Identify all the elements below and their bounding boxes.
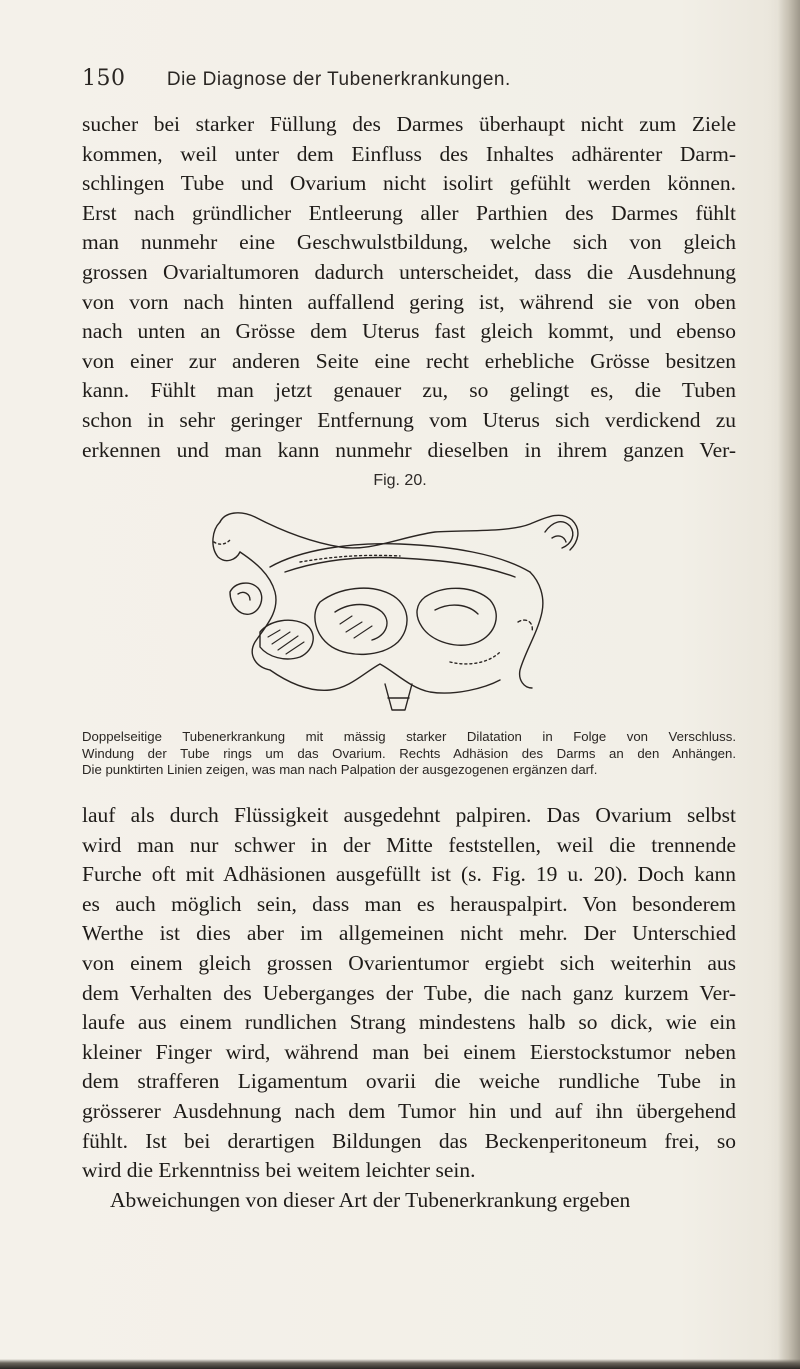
text-line: schlingen Tube und Ovarium nicht isolirt gefühlt werden können. [82,171,736,196]
text-line: Werthe ist dies aber im allgemeinen nicht mehr. Der Unterschied [82,921,736,946]
text-line: Furche oft mit Adhäsionen ausgefüllt ist (s. Fig. 19 u. 20). Doch kann [82,862,736,887]
caption-line: Doppelseitige Tubenerkrankung mit mässig starker Dilatation in Folge von Verschluss. [82,729,736,744]
page-number: 150 [82,66,126,91]
text-line: lauf als durch Flüssigkeit ausgedehnt palpiren. Das Ovarium selbst [82,803,736,827]
text-line: es auch möglich sein, dass man es herauspalpirt. Von besonderem [82,891,736,916]
text-line: laufe aus einem rundlichen Strang mindestens halb so dick, wie ein [82,1010,736,1035]
figure-label: Fig. 20. [373,472,427,489]
anatomical-illustration [200,502,595,722]
text-line: sucher bei starker Füllung des Darmes überhaupt nicht zum Ziele [82,112,736,136]
text-line: kleiner Finger wird, während man bei einem Eierstockstumor neben [82,1039,736,1064]
text-line: von vorn nach hinten auffallend gering ist, während sie von oben [82,289,736,314]
text-line: von einem gleich grossen Ovarientumor ergiebt sich weiterhin aus [82,950,736,975]
text-line: wird die Erkenntniss bei weitem leichter sein. [82,1158,476,1183]
text-line: schon in sehr geringer Entfernung vom Uterus sich verdickend zu [82,407,736,432]
body-text-bottom [82,801,736,1215]
text-line: Erst nach gründlicher Entleerung aller Parthien des Darmes fühlt [82,200,736,225]
text-line: fühlt. Ist bei derartigen Bildungen das Beckenperitoneum frei, so [82,1128,736,1153]
caption-line: Die punktirten Linien zeigen, was man nach Palpation der ausgezogenen ergänzen darf. [82,762,598,777]
text-line: grösserer Ausdehnung nach dem Tumor hin und auf ihn übergehend [82,1098,736,1123]
text-line: grossen Ovarialtumoren dadurch unterscheidet, dass die Ausdehnung [82,259,736,284]
caption-line: Windung der Tube rings um das Ovarium. Rechts Adhäsion des Darms an den Anhängen. [82,745,736,761]
text-line: man nunmehr eine Geschwulstbildung, welche sich von gleich [82,230,736,255]
page-bottom-shadow [0,1359,800,1369]
figure-caption [82,729,736,779]
text-line: dem Verhalten des Ueberganges der Tube, die nach ganz kurzem Ver- [82,980,736,1005]
running-header [82,66,511,91]
text-line: nach unten an Grösse dem Uterus fast gleich kommt, und ebenso [82,319,736,344]
text-line: erkennen und man kann nunmehr dieselben in ihrem ganzen Ver- [82,437,736,462]
page-edge-shadow [778,0,800,1369]
text-line: kommen, weil unter dem Einfluss des Inhaltes adhärenter Darm- [82,141,736,166]
body-text-top [82,110,736,465]
text-line: Abweichungen von dieser Art der Tubenerkrankung ergeben [110,1187,631,1212]
running-title: Die Diagnose der Tubenerkrankungen. [166,69,511,90]
text-line: kann. Fühlt man jetzt genauer zu, so gelingt es, die Tuben [82,378,736,403]
text-line: von einer zur anderen Seite eine recht erhebliche Grösse besitzen [82,348,736,373]
text-line: dem strafferen Ligamentum ovarii die weiche rundliche Tube in [82,1069,736,1094]
text-line: wird man nur schwer in der Mitte feststellen, weil die trennende [82,832,736,857]
